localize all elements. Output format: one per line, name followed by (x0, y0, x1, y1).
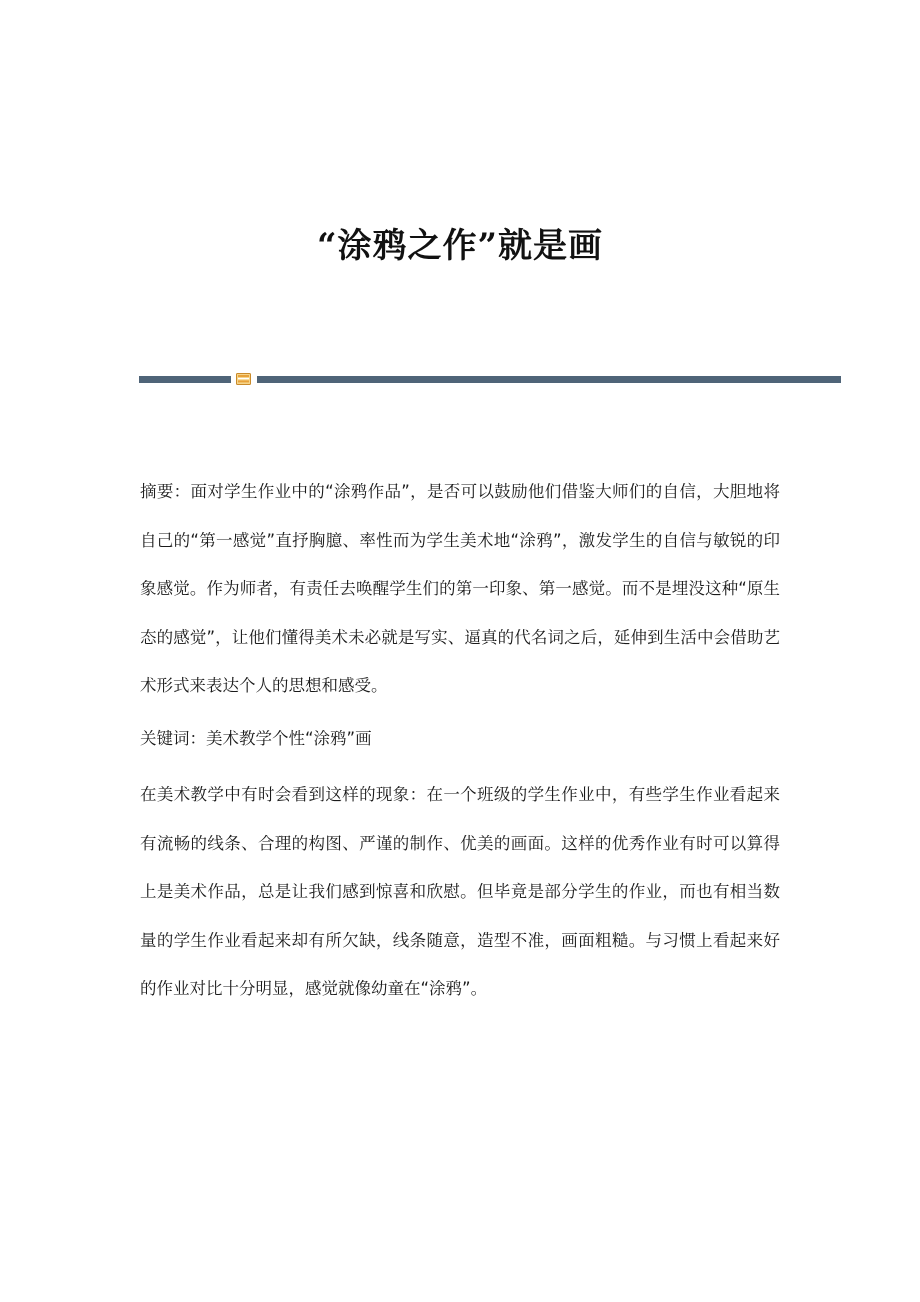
divider-bar-left (139, 376, 231, 383)
document-body (140, 468, 780, 1014)
title-divider (139, 372, 841, 386)
book-icon (236, 373, 251, 385)
abstract-paragraph: 摘要：面对学生作业中的“涂鸦作品”，是否可以鼓励他们借鉴大师们的自信，大胆地将自己的“第一感觉”直抒胸臆、率性而为学生美术地“涂鸦”，激发学生的自信与敏锐的印象感觉。作为师者，有责任去唤醒学生们的第一印象、第一感觉。而不是埋没这种“原生态的感觉”，让他们懂得美术未必就是写实、逼真的代名词之后，延伸到生活中会借助艺术形式来表达个人的思想和感受。 (140, 482, 780, 695)
document-title: “涂鸦之作”就是画 (316, 226, 604, 266)
divider-bar-right (257, 376, 841, 383)
body-paragraph: 在美术教学中有时会看到这样的现象：在一个班级的学生作业中，有些学生作业看起来有流畅的线条、合理的构图、严谨的制作、优美的画面。这样的优秀作业有时可以算得上是美术作品，总是让我们感到惊喜和欣慰。但毕竟是部分学生的作业，而也有相当数量的学生作业看起来却有所欠缺，线条随意，造型不准，画面粗糙。与习惯上看起来好的作业对比十分明显，感觉就像幼童在“涂鸦”。 (140, 785, 780, 998)
keywords-line: 关键词：美术教学个性“涂鸦”画 (140, 728, 372, 748)
